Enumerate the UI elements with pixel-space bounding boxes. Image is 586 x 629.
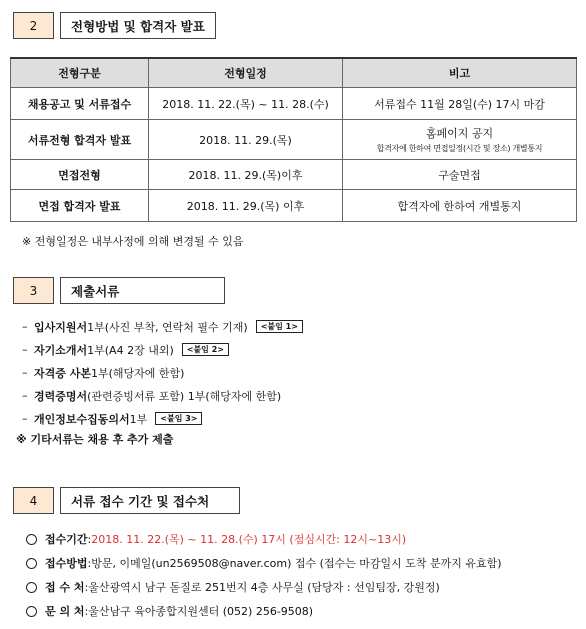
list-item: – 자격증 사본 1부(해당자에 한함) bbox=[22, 366, 185, 380]
stage-cell: 서류전형 합격자 발표 bbox=[11, 120, 149, 160]
table-row bbox=[11, 160, 577, 190]
header-stage: 전형구분 bbox=[11, 58, 149, 88]
stage-cell: 면접 합격자 발표 bbox=[11, 190, 149, 222]
date-cell: 2018. 11. 29.(목) 이후 bbox=[149, 190, 343, 222]
circle-bullet-icon bbox=[26, 582, 37, 593]
application-info bbox=[26, 527, 502, 623]
section-4-header bbox=[13, 487, 240, 514]
circle-bullet-icon bbox=[26, 606, 37, 617]
note-cell: 구술면접 bbox=[343, 160, 577, 190]
stage-cell: 면접전형 bbox=[11, 160, 149, 190]
list-item: – 입사지원서 1부(사진 부착, 연락처 필수 기재) <붙임 1> bbox=[22, 315, 303, 338]
section-3-header bbox=[13, 277, 225, 304]
note-sub: 합격자에 한하여 면접일정(시간 및 장소) 개별통지 bbox=[376, 144, 543, 153]
list-item: 접 수 처 : 울산광역시 남구 돋질로 251번지 4층 사무실 (담당자 : 선임팀장, 강원정) bbox=[26, 575, 502, 599]
inquiry-contact: 울산남구 육아종합지원센터 (052) 256-9508) bbox=[88, 605, 314, 618]
application-method: 방문, 이메일(un2569508@naver.com) 접수 (접수는 마감일시 도착 분까지 유효함) bbox=[91, 557, 502, 570]
list-item: – 개인정보수집동의서 1부 <붙임 3> bbox=[22, 407, 303, 430]
document-list bbox=[22, 315, 303, 430]
note-main: 홈페이지 공지 bbox=[425, 127, 494, 140]
application-place: 울산광역시 남구 돋질로 251번지 4층 사무실 (담당자 : 선임팀장, 강원정) bbox=[88, 581, 440, 594]
section-4-number: 4 bbox=[13, 487, 54, 514]
table-row bbox=[11, 120, 577, 160]
stage-cell: 채용공고 및 서류접수 bbox=[11, 88, 149, 120]
table-row bbox=[11, 190, 577, 222]
list-item: 접수방법 : 방문, 이메일(un2569508@naver.com) 접수 (접수는 마감일시 도착 분까지 유효함) bbox=[26, 551, 502, 575]
circle-bullet-icon bbox=[26, 534, 37, 545]
extra-docs-note: ※ 기타서류는 채용 후 추가 제출 bbox=[16, 433, 174, 446]
schedule-footnote: ※ 전형일정은 내부사정에 의해 변경될 수 있음 bbox=[22, 235, 244, 248]
header-note: 비고 bbox=[343, 58, 577, 88]
circle-bullet-icon bbox=[26, 558, 37, 569]
list-item: – 경력증명서 (관련증빙서류 포함) 1부(해당자에 한함) bbox=[22, 389, 282, 403]
attachment-tag: <붙임 3> bbox=[155, 412, 202, 425]
schedule-header-row bbox=[11, 58, 577, 88]
section-2-number: 2 bbox=[13, 12, 54, 39]
list-item: – 자기소개서 1부(A4 2장 내외) <붙임 2> bbox=[22, 338, 303, 361]
date-cell: 2018. 11. 22.(목) ~ 11. 28.(수) bbox=[149, 88, 343, 120]
header-date: 전형일정 bbox=[149, 58, 343, 88]
application-period: 2018. 11. 22.(목) ~ 11. 28.(수) 17시 (점심시간: 12시~13시) bbox=[91, 533, 407, 546]
note-cell: 서류접수 11월 28일(수) 17시 마감 bbox=[343, 88, 577, 120]
list-item: 접수기간 : 2018. 11. 22.(목) ~ 11. 28.(수) 17시 (점심시간: 12시~13시) bbox=[26, 527, 502, 551]
schedule-table bbox=[10, 57, 577, 222]
table-row bbox=[11, 88, 577, 120]
section-2-header bbox=[13, 12, 216, 39]
date-cell: 2018. 11. 29.(목)이후 bbox=[149, 160, 343, 190]
note-cell bbox=[343, 120, 577, 160]
section-3-title: 제출서류 bbox=[60, 277, 225, 304]
note-cell: 합격자에 한하여 개별통지 bbox=[343, 190, 577, 222]
list-item: 문 의 처 : 울산남구 육아종합지원센터 (052) 256-9508) bbox=[26, 599, 502, 623]
section-2-title: 전형방법 및 합격자 발표 bbox=[60, 12, 216, 39]
section-4-title: 서류 접수 기간 및 접수처 bbox=[60, 487, 240, 514]
date-cell: 2018. 11. 29.(목) bbox=[149, 120, 343, 160]
attachment-tag: <붙임 2> bbox=[182, 343, 229, 356]
attachment-tag: <붙임 1> bbox=[256, 320, 303, 333]
section-3-number: 3 bbox=[13, 277, 54, 304]
